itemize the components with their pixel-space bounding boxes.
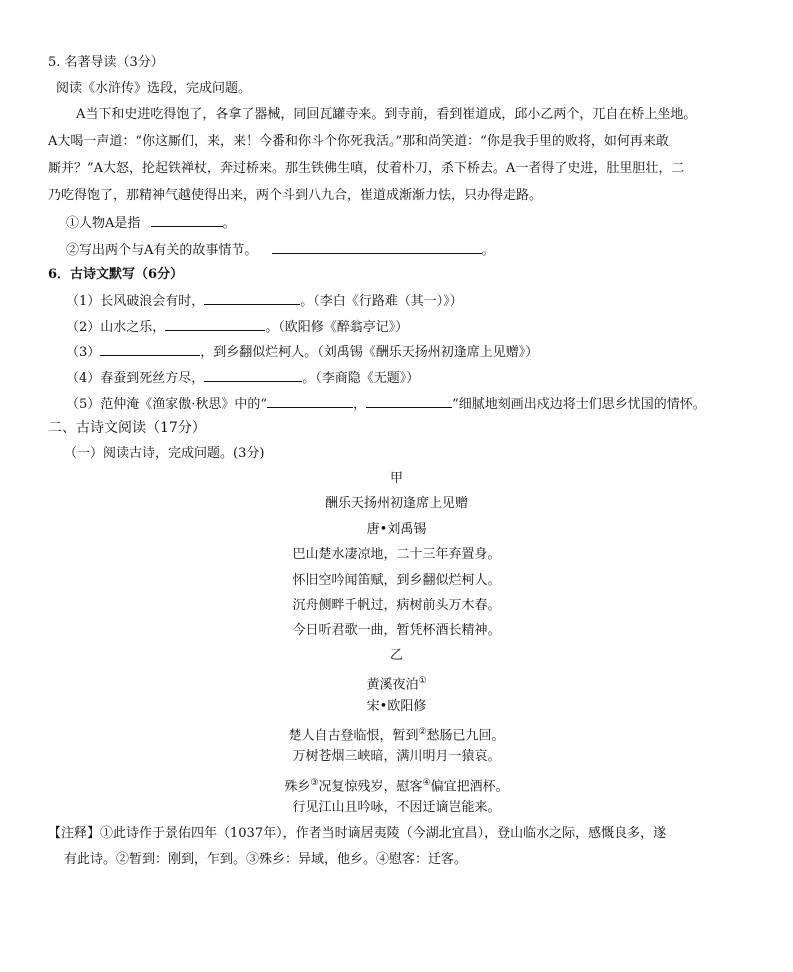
q6-item-1-pre: （1）长风破浪会有时，	[66, 294, 205, 309]
answer-blank[interactable]	[151, 214, 223, 227]
poem-a-line-1: 巴山楚水凄凉地，二十三年弃置身。	[292, 547, 501, 562]
q5-passage-line-3: 厮并？”A大怒，抡起铁禅杖，奔过桥来。那生铁佛生嗔，仗着朴刀，杀下桥去。A一者得了史进，肚里胆壮，二	[48, 161, 685, 176]
q6-item-1-post: 。（李白《行路难（其一）》）	[300, 294, 463, 309]
answer-blank[interactable]	[165, 318, 265, 331]
poem-b-line-3-c: 偏宜把酒杯。	[430, 779, 509, 795]
poem-b-author: 宋•欧阳修	[366, 699, 427, 714]
answer-blank[interactable]	[204, 369, 302, 382]
q5-sub1	[66, 214, 236, 233]
q6-item-4	[66, 369, 419, 388]
poem-b-title	[0, 672, 793, 694]
poem-b-line-2: 万树苍烟三峡暗，满川明月一猿哀。	[292, 749, 501, 764]
answer-blank[interactable]	[267, 395, 353, 408]
footnote-marker: ②	[418, 727, 427, 737]
q6-item-3-pre: （3）	[66, 345, 101, 360]
poem-a-title: 酬乐天扬州初逢席上见赠	[324, 496, 468, 511]
q6-item-3-post: ，到乡翻似烂柯人。（刘禹锡《酬乐天扬州初逢席上见赠》）	[200, 345, 539, 360]
poem-b-title-text: 黄溪夜泊	[366, 677, 419, 693]
poem-b-line-3-b: 况复惊残岁，慰客	[318, 779, 423, 795]
footnote-marker: ①	[418, 676, 427, 686]
q6-item-1	[66, 292, 463, 311]
poem-b-label: 乙	[389, 648, 403, 663]
q6-heading: 6．古诗文默写（6分）	[48, 267, 184, 282]
answer-blank[interactable]	[100, 343, 200, 356]
q5-sub1-text: ①人物A是指	[66, 216, 141, 231]
q6-item-4-pre: （4）春蚕到死丝方尽，	[66, 371, 205, 386]
q5-heading: 5. 名著导读（3分）	[48, 55, 164, 70]
q6-item-2-post: 。（欧阳修《醉翁亭记》）	[265, 320, 409, 335]
footnote-marker: ④	[422, 778, 431, 788]
poem-a-line-4: 今日听君歌一曲，暂凭杯酒长精神。	[292, 623, 501, 638]
section2-heading: 二、古诗文阅读（17分）	[48, 420, 206, 436]
q5-intro: 阅读《水浒传》选段，完成问题。	[56, 81, 252, 96]
poem-a-line-2: 怀旧空吟闻笛赋，到乡翻似烂柯人。	[292, 573, 501, 588]
q5-passage-line-2: A大喝一声道：“你这厮们，来，来！今番和你斗个你死我活。”那和尚笑道：“你是我手里的败将，如何再来敢	[48, 134, 669, 149]
answer-blank[interactable]	[272, 241, 482, 254]
footnote-marker: ③	[310, 778, 319, 788]
poem-a-line-3: 沉舟侧畔千帆过，病树前头万木春。	[292, 598, 501, 613]
q5-sub2-text: ②写出两个与A有关的故事情节。	[66, 243, 258, 258]
poem-b-line-1	[0, 723, 793, 745]
poem-b-line-1-a: 楚人自古登临恨，暂到	[288, 728, 419, 744]
notes-line-1: 【注释】①此诗作于景佑四年（1037年），作者当时谪居夷陵（今湖北宜昌），登山临水之际，感慨良多，遂	[48, 826, 667, 841]
comma: ，	[353, 397, 367, 412]
poem-a-author: 唐•刘禹锡	[366, 522, 427, 537]
poem-b-line-1-b: 愁肠已九回。	[426, 728, 505, 744]
q6-item-3	[66, 343, 538, 362]
q6-item-5-pre: （5）范仲淹《渔家傲·秋思》中的“	[66, 397, 268, 412]
section2-sub-heading: （一）阅读古诗，完成问题。(3分)	[64, 446, 265, 461]
poem-b-line-3	[0, 774, 793, 796]
poem-b-line-4: 行见江山且吟咏，不因迁谪岂能来。	[292, 800, 501, 815]
q6-item-5	[66, 395, 706, 414]
q6-item-2-pre: （2）山水之乐，	[66, 320, 166, 335]
q6-item-2	[66, 318, 408, 337]
answer-blank[interactable]	[366, 395, 452, 408]
q6-item-4-post: 。（李商隐《无题》）	[302, 371, 420, 386]
notes-line-2: 有此诗。②暂到：刚到，乍到。③殊乡：异域，他乡。④慰客：迁客。	[64, 852, 468, 867]
answer-blank[interactable]	[204, 292, 300, 305]
poem-b-line-3-a: 殊乡	[284, 779, 311, 795]
period: 。	[222, 216, 236, 231]
q5-passage-line-1: A当下和史进吃得饱了，各拿了器械，同回瓦罐寺来。到寺前，看到崔道成，邱小乙两个，兀自在桥上坐地。	[76, 107, 697, 122]
q6-item-5-post: ”细腻地刻画出戍边将士们思乡忧国的情怀。	[452, 397, 706, 412]
period: 。	[481, 243, 495, 258]
poem-a-label: 甲	[389, 471, 403, 486]
q5-passage-line-4: 乃吃得饱了，那精神气越使得出来，两个斗到八九合，崔道成渐渐力怯，只办得走路。	[48, 188, 543, 203]
q5-sub2	[66, 241, 495, 260]
